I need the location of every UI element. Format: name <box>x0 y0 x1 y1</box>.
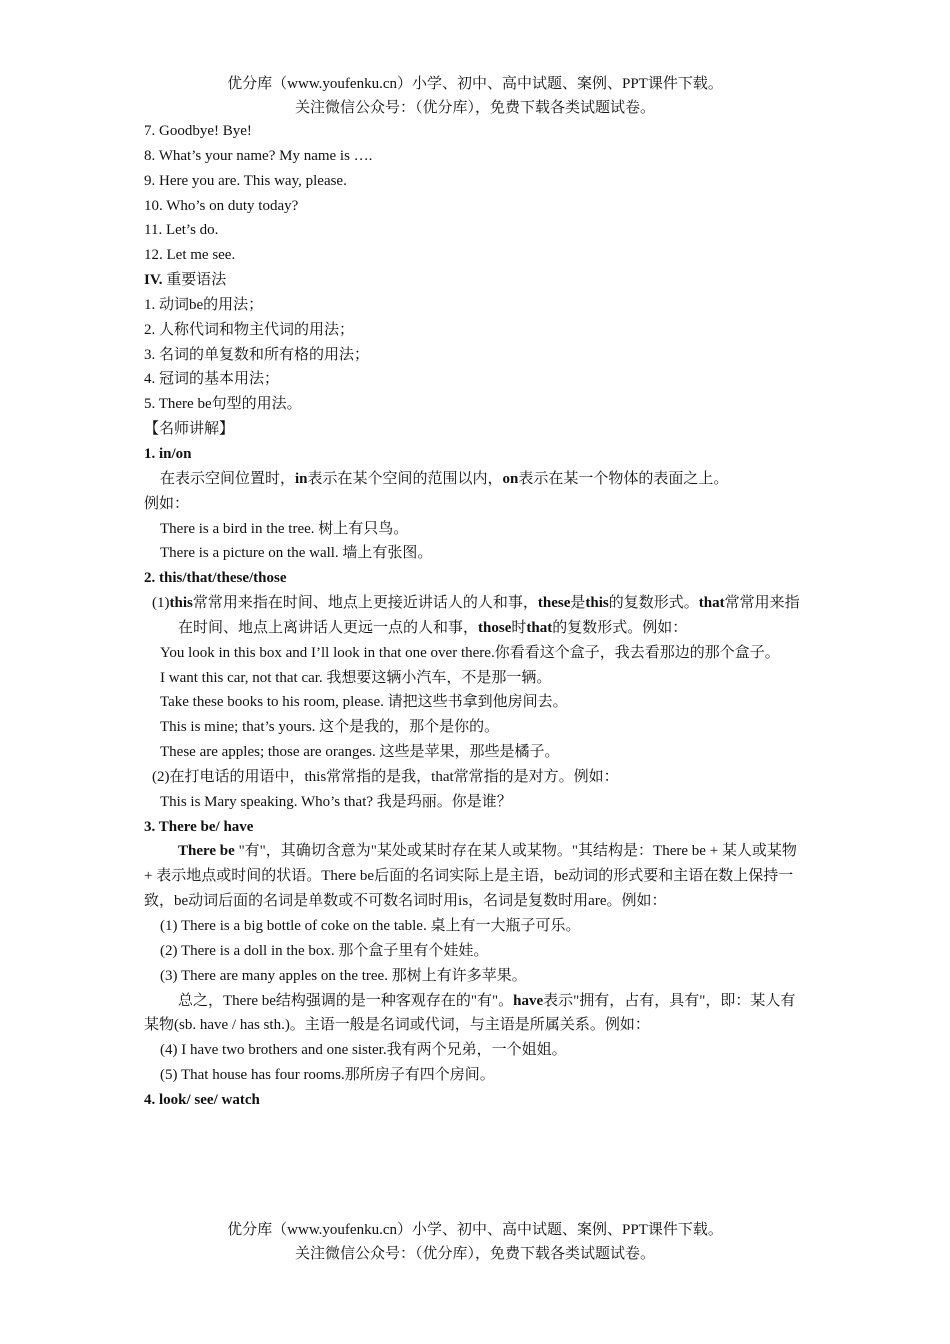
page-header <box>0 72 950 120</box>
keyword-on: on <box>502 470 519 487</box>
keyword-there-be: There be <box>178 843 235 860</box>
example-sentence: There is a bird in the tree. 树上有只鸟。 <box>160 520 409 537</box>
text-run: (1) <box>152 595 170 612</box>
text-run: 表示"拥有，占有，具有"，即：某人有某物(sb. have / has sth.)。主语一般是名词或代词，与主语是所属关系。例如： <box>144 992 796 1034</box>
example-sentence: Take these books to his room, please. 请把这些书拿到他房间去。 <box>160 694 568 711</box>
phrase-item: 12. Let me see. <box>144 247 236 264</box>
example-sentence: This is mine; that’s yours. 这个是我的，那个是你的。 <box>160 719 500 736</box>
section-2-point-1 <box>144 591 809 641</box>
grammar-heading <box>144 268 809 293</box>
section-4-heading-text: 4. look/ see/ watch <box>144 1091 260 1108</box>
grammar-item: 4. 冠词的基本用法； <box>144 371 280 388</box>
section-3-paragraph-2 <box>144 989 809 1039</box>
text-run: 时 <box>511 619 527 636</box>
text-run: 总之，There be结构强调的是一种客观存在的"有"。 <box>178 992 514 1009</box>
section-3-paragraph-1 <box>144 839 809 914</box>
keyword-in: in <box>295 470 308 487</box>
lecture-title: 【名师讲解】 <box>144 421 235 438</box>
text-run: 表示在某个空间的范围以内， <box>307 470 503 487</box>
text-run: 是 <box>570 595 586 612</box>
section-2-heading-text: 2. this/that/these/those <box>144 570 287 587</box>
grammar-item: 5. There be句型的用法。 <box>144 396 302 413</box>
section-2-point-2: (2)在打电话的用语中，this常常指的是我，that常常指的是对方。例如： <box>152 768 619 785</box>
keyword-these: these <box>537 595 571 612</box>
grammar-heading-title: 重要语法 <box>162 272 227 289</box>
text-run: 的复数形式。例如： <box>552 619 688 636</box>
example-sentence: These are apples; those are oranges. 这些是苹果，那些是橘子。 <box>160 744 560 761</box>
grammar-item: 2. 人称代词和物主代词的用法； <box>144 321 355 338</box>
section-1-heading <box>144 442 809 467</box>
text-run: 常常用来指在时间、地点上离讲话人更远一点的人和事， <box>178 595 800 636</box>
keyword-this: this <box>585 595 609 612</box>
example-sentence: (4) I have two brothers and one sister.我有两个兄弟，一个姐姐。 <box>160 1042 567 1059</box>
header-line-1: 优分库（www.youfenku.cn）小学、初中、高中试题、案例、PPT课件下载。 <box>227 76 723 92</box>
example-sentence: (3) There are many apples on the tree. 那树上有许多苹果。 <box>160 967 527 984</box>
example-sentence: There is a picture on the wall. 墙上有张图。 <box>160 545 433 562</box>
example-sentence: This is Mary speaking. Who’s that? 我是玛丽。你是谁？ <box>160 793 512 810</box>
grammar-heading-number: IV. <box>144 272 163 289</box>
grammar-item: 3. 名词的单复数和所有格的用法； <box>144 346 370 363</box>
phrase-item: 9. Here you are. This way, please. <box>144 172 347 189</box>
section-2-heading <box>144 566 809 591</box>
phrase-item: 11. Let’s do. <box>144 222 219 239</box>
text-run: 常常用来指在时间、地点上更接近讲话人的人和事， <box>192 595 538 612</box>
keyword-those: those <box>478 619 512 636</box>
keyword-that: that <box>526 619 553 636</box>
example-sentence: (1) There is a big bottle of coke on the table. 桌上有一大瓶子可乐。 <box>160 918 581 934</box>
document-body <box>144 119 809 1113</box>
example-sentence: (5) That house has four rooms.那所房子有四个房间。 <box>160 1067 495 1084</box>
section-3-heading <box>144 815 809 840</box>
example-sentence: I want this car, not that car. 我想要这辆小汽车，不是那一辆。 <box>160 669 552 686</box>
section-1-paragraph-line-2: 例如： <box>144 495 190 512</box>
section-1-heading-text: 1. in/on <box>144 445 192 462</box>
example-sentence: You look in this box and I’ll look in that one over there.你看看这个盒子，我去看那边的那个盒子。 <box>160 644 780 661</box>
section-1-paragraph-line-1 <box>144 467 809 492</box>
phrase-item: 7. Goodbye! Bye! <box>144 123 252 139</box>
text-run: 在表示空间位置时， <box>160 470 296 487</box>
grammar-item: 1. 动词be的用法； <box>144 296 264 313</box>
header-line-2: 关注微信公众号：（优分库），免费下载各类试题试卷。 <box>294 100 655 116</box>
text-run: 的复数形式。 <box>608 595 699 612</box>
keyword-this: this <box>169 595 193 612</box>
phrase-item: 8. What’s your name? My name is …. <box>144 147 373 164</box>
keyword-have: have <box>513 992 544 1009</box>
footer-line-1: 优分库（www.youfenku.cn）小学、初中、高中试题、案例、PPT课件下载。 <box>227 1222 723 1238</box>
text-run: "有"，其确切含意为"某处或某时存在某人或某物。"其结构是：There be + 某人或某物 + 表示地点或时间的状语。There be后面的名词实际上是主语，be动词的形式要和主语在数上保持一致，be动词后面的名词是单数或不可数名词时用is，名词是复数时用are。例如： <box>144 843 797 910</box>
footer-line-2: 关注微信公众号：（优分库），免费下载各类试题试卷。 <box>294 1246 655 1262</box>
keyword-that: that <box>698 595 725 612</box>
example-sentence: (2) There is a doll in the box. 那个盒子里有个娃娃。 <box>160 942 489 959</box>
page-footer <box>0 1218 950 1266</box>
section-4-heading <box>144 1088 809 1113</box>
section-3-heading-text: 3. There be/ have <box>144 818 254 835</box>
text-run: 表示在某一个物体的表面之上。 <box>518 470 729 487</box>
phrase-item: 10. Who’s on duty today? <box>144 197 299 214</box>
